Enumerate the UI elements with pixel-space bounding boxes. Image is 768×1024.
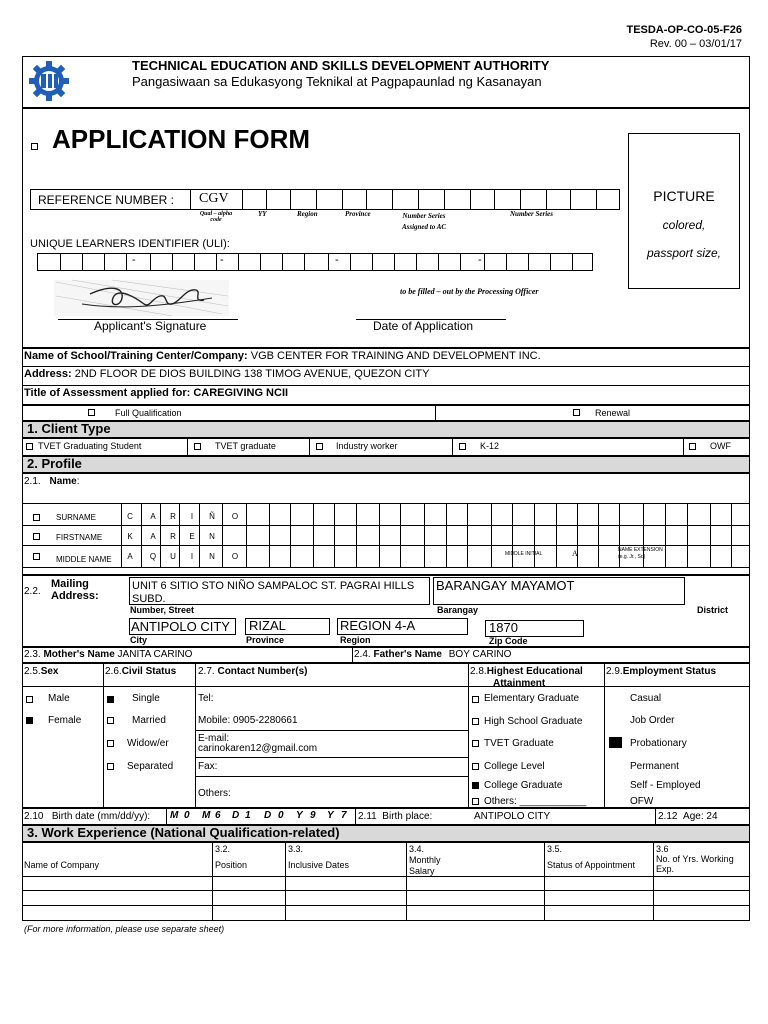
sex-male-label: Male: [48, 693, 70, 704]
reference-qual-code[interactable]: CGV: [199, 191, 229, 206]
emp-permanent-label: Permanent: [630, 761, 679, 772]
picture-note-passport: passport size,: [646, 246, 722, 260]
contact-num: 2.7.: [198, 666, 215, 677]
client-k12-label: K-12: [480, 441, 500, 451]
birth-date-char[interactable]: 6: [215, 810, 221, 821]
others-contact-label: Others:: [198, 788, 231, 799]
father-value[interactable]: BOY CARINO: [448, 649, 512, 660]
region-value[interactable]: REGION 4-A: [340, 618, 416, 633]
sex-female-label: Female: [48, 715, 82, 726]
revision-date: Rev. 00 – 03/01/17: [649, 38, 742, 50]
birth-date-row-label: [24, 812, 150, 822]
district-label: District: [697, 605, 729, 615]
father-num: 2.4.: [354, 649, 371, 660]
ref-sublabel-qual: Qual – alpha code: [199, 211, 233, 223]
street-value[interactable]: UNIT 6 SITIO STO NIÑO SAMPALOC ST. PAGRAI HILLS SUBD.: [132, 580, 415, 605]
uli-field: [37, 253, 593, 271]
work-col-years-num: 3.6: [656, 844, 669, 854]
father-label: Father's Name: [373, 649, 442, 660]
mother-num: 2.3.: [24, 649, 41, 660]
client-tvet-graduate-label: TVET graduate: [215, 441, 276, 451]
sex-male-checkbox[interactable]: [26, 696, 33, 703]
surname-label: SURNAME: [56, 513, 97, 522]
mother-label: Mother's Name: [43, 649, 115, 660]
client-industry-worker-checkbox[interactable]: [316, 443, 323, 450]
civil-status-num: 2.6.: [105, 666, 122, 677]
agency-tagalog-name: Pangasiwaan sa Edukasyong Teknikal at Pagpapaunlad ng Kasanayan: [132, 74, 542, 89]
employment-label: Employment Status: [622, 666, 717, 677]
school-label: Name of School/Training Center/Company:: [24, 350, 248, 362]
birth-date-char[interactable]: D: [264, 810, 272, 821]
name-colon: :: [76, 476, 80, 487]
middlename-label: MIDDLE NAME: [56, 555, 112, 564]
ref-sublabel-yy: YY: [258, 210, 267, 218]
emp-job-order-label: Job Order: [630, 715, 675, 726]
civil-widow-label: Widow/er: [127, 738, 169, 749]
middlename-letter[interactable]: Q: [149, 552, 157, 561]
firstname-letter[interactable]: A: [150, 532, 156, 541]
applicant-signature-label: Applicant's Signature: [94, 319, 207, 333]
document-code: TESDA-OP-CO-05-F26: [626, 24, 742, 36]
surname-letter[interactable]: A: [150, 512, 156, 521]
age-value[interactable]: 24: [706, 811, 718, 822]
date-of-application-label: Date of Application: [373, 319, 474, 333]
uli-dash: -: [335, 254, 339, 266]
ref-sublabel-number-series-ac: Number Series Assigned to AC: [401, 212, 447, 231]
name-extension-hint: (e.g. Jr., Sr.): [618, 554, 646, 560]
birth-date-char[interactable]: 7: [341, 810, 347, 821]
work-col-status: Status of Appointment: [547, 860, 636, 870]
emp-probationary-label: Probationary: [630, 738, 687, 749]
renewal-label: Renewal: [595, 408, 631, 418]
assessment-label: Title of Assessment applied for:: [24, 387, 191, 399]
sex-num: 2.5.: [24, 666, 41, 677]
middlename-letter[interactable]: I: [190, 552, 194, 561]
zip-value[interactable]: 1870: [489, 620, 518, 635]
name-extension-label: NAME EXTENSION: [618, 547, 663, 553]
name-row-label: [24, 477, 80, 487]
client-tvet-graduate-checkbox[interactable]: [194, 443, 201, 450]
emp-self-employed-label: Self - Employed: [630, 780, 701, 791]
work-experience-header: 3. Work Experience (National Qualification-related): [27, 825, 340, 840]
renewal-checkbox[interactable]: [573, 409, 580, 416]
edu-college-level-checkbox[interactable]: [472, 763, 479, 770]
picture-box: [628, 133, 740, 289]
full-qualification-checkbox[interactable]: [88, 409, 95, 416]
agency-name: TECHNICAL EDUCATION AND SKILLS DEVELOPMENT AUTHORITY: [132, 58, 550, 73]
work-col-company: Name of Company: [24, 860, 100, 870]
edu-others-label: Others: ____________: [484, 796, 587, 807]
firstname-letter[interactable]: E: [189, 532, 195, 541]
education-num: 2.8.: [470, 666, 487, 677]
work-col-salary-num: 3.4.: [409, 844, 425, 854]
age-row: [658, 812, 718, 822]
civil-status-label: Civil Status: [121, 666, 177, 677]
birth-date-char[interactable]: 0: [278, 810, 284, 821]
work-col-status-num: 3.5.: [547, 844, 563, 854]
surname-letter[interactable]: C: [127, 512, 133, 521]
reference-number-label: REFERENCE NUMBER :: [38, 193, 175, 207]
middlename-letter[interactable]: U: [170, 552, 176, 561]
client-owf-label: OWF: [710, 441, 731, 451]
tesda-gear-logo-icon: [28, 60, 70, 102]
birth-date-char[interactable]: 9: [310, 810, 316, 821]
province-label: Province: [246, 635, 285, 645]
address-row: [24, 369, 429, 380]
uli-dash: -: [478, 254, 482, 266]
mailing-num: 2.2.: [24, 586, 41, 597]
work-col-position-num: 3.2.: [215, 844, 231, 854]
birth-date-char[interactable]: M: [170, 810, 179, 821]
birth-place-value[interactable]: ANTIPOLO CITY: [474, 811, 551, 822]
firstname-letter[interactable]: R: [170, 532, 176, 541]
zip-label: Zip Code: [489, 636, 528, 646]
edu-college-graduate-label: College Graduate: [484, 780, 563, 791]
middlename-checkbox[interactable]: [33, 553, 40, 560]
barangay-label: Barangay: [437, 605, 479, 615]
father-row: [354, 650, 511, 660]
work-col-dates-num: 3.3.: [288, 844, 304, 854]
assessment-value[interactable]: CAREGIVING NCII: [193, 387, 289, 399]
client-k12-checkbox[interactable]: [459, 443, 466, 450]
form-title: APPLICATION FORM: [52, 124, 311, 154]
mailing-label-2: Address:: [51, 590, 99, 602]
uli-dash: -: [132, 254, 136, 266]
middle-initial-label: MIDDLE INITIAL: [505, 551, 543, 557]
age-num: 2.12: [658, 811, 678, 822]
middlename-letter[interactable]: O: [231, 552, 239, 561]
surname-letter[interactable]: Ñ: [209, 512, 215, 521]
birth-date-char[interactable]: 0: [184, 810, 190, 821]
picture-note-colored: colored,: [662, 218, 706, 232]
firstname-checkbox[interactable]: [33, 533, 40, 540]
birth-num: 2.10: [24, 811, 44, 822]
client-tvet-graduating-label: TVET Graduating Student: [38, 441, 142, 451]
email-label: E-mail:: [198, 733, 230, 744]
address-label: Address:: [24, 368, 72, 380]
civil-widow-checkbox[interactable]: [107, 740, 114, 747]
applicant-signature-image: [52, 276, 232, 320]
birth-place-label: Birth place:: [382, 811, 433, 822]
tel-label: Tel:: [198, 693, 214, 704]
surname-checkbox[interactable]: [33, 514, 40, 521]
edu-highschool-checkbox[interactable]: [472, 718, 479, 725]
mailing-label: Mailing: [51, 578, 89, 590]
mobile-value[interactable]: 0905-2280661: [233, 715, 298, 726]
emp-ofw-label: OFW: [630, 796, 654, 807]
surname-letter[interactable]: I: [190, 512, 194, 521]
full-qualification-label: Full Qualification: [115, 408, 182, 418]
mobile-label: Mobile:: [198, 715, 231, 726]
contact-label: Contact Number(s): [217, 666, 308, 677]
province-value[interactable]: RIZAL: [249, 618, 286, 633]
edu-elementary-label: Elementary Graduate: [484, 693, 580, 704]
email-value[interactable]: carinokaren12@gmail.com: [198, 743, 318, 754]
client-type-header: 1. Client Type: [27, 421, 111, 436]
civil-separated-checkbox[interactable]: [107, 763, 114, 770]
mother-value[interactable]: JANITA CARINO: [117, 649, 193, 660]
mobile-row[interactable]: [198, 716, 298, 726]
uli-dash: -: [220, 254, 224, 266]
sex-label: Sex: [40, 666, 59, 677]
firstname-letter[interactable]: N: [209, 532, 215, 541]
firstname-letter[interactable]: K: [127, 532, 133, 541]
civil-separated-label: Separated: [127, 761, 174, 772]
civil-status-header: [105, 667, 176, 677]
client-owf-checkbox[interactable]: [689, 443, 696, 450]
name-label: Name: [49, 476, 77, 487]
birth-date-char[interactable]: Y: [296, 810, 303, 821]
edu-college-level-label: College Level: [484, 761, 545, 772]
processing-officer-note: to be filled – out by the Processing Officer: [400, 287, 539, 296]
civil-single-checkbox[interactable]: [107, 696, 114, 703]
street-label: Number, Street: [130, 605, 195, 615]
region-label: Region: [340, 635, 371, 645]
middlename-letter[interactable]: A: [127, 552, 133, 561]
footnote: (For more information, please use separate sheet): [24, 924, 225, 934]
civil-married-label: Married: [132, 715, 166, 726]
client-industry-worker-label: Industry worker: [336, 441, 398, 451]
client-tvet-graduating-checkbox[interactable]: [26, 443, 33, 450]
education-label-2: Attainment: [493, 678, 546, 689]
birth-date-char[interactable]: M: [202, 810, 211, 821]
contact-header: [198, 667, 307, 677]
ref-sublabel-province: Province: [345, 210, 371, 218]
school-row: [24, 351, 541, 362]
emp-casual-label: Casual: [630, 693, 662, 704]
birth-date-char[interactable]: D: [232, 810, 240, 821]
name-num: 2.1.: [24, 476, 41, 487]
work-experience-table: [22, 842, 750, 921]
work-col-years: No. of Yrs. Working Exp.: [656, 854, 734, 874]
civil-married-checkbox[interactable]: [107, 717, 114, 724]
edu-highschool-label: High School Graduate: [484, 716, 583, 727]
picture-label: PICTURE: [653, 188, 715, 204]
birth-date-char[interactable]: 1: [245, 810, 251, 821]
assessment-row: [24, 388, 288, 399]
middlename-letter[interactable]: N: [209, 552, 215, 561]
employment-num: 2.9.: [606, 666, 623, 677]
civil-single-label: Single: [132, 693, 160, 704]
ref-sublabel-region: Region: [297, 210, 318, 218]
surname-letter[interactable]: R: [170, 512, 176, 521]
firstname-label: FIRSTNAME: [56, 533, 103, 542]
education-header: [470, 667, 583, 677]
edu-college-graduate-checkbox[interactable]: [472, 782, 479, 789]
profile-header: 2. Profile: [27, 456, 82, 471]
work-col-dates: Inclusive Dates: [288, 860, 350, 870]
fax-label: Fax:: [198, 761, 218, 772]
uli-label: UNIQUE LEARNERS IDENTIFIER (ULI):: [30, 238, 230, 250]
education-label: Highest Educational: [486, 666, 583, 677]
birth-date-label: Birth date (mm/dd/yy):: [51, 811, 151, 822]
work-col-salary: Monthly Salary: [409, 855, 441, 876]
edu-elementary-checkbox[interactable]: [472, 696, 479, 703]
city-label: City: [130, 635, 148, 645]
sex-header: [24, 667, 58, 677]
school-value[interactable]: VGB CENTER FOR TRAINING AND DEVELOPMENT INC.: [250, 350, 541, 362]
edu-tvet-checkbox[interactable]: [472, 740, 479, 747]
birth-date-char[interactable]: Y: [327, 810, 334, 821]
employment-header: [606, 667, 716, 677]
birth-place-num: 2.11: [358, 811, 377, 822]
surname-letter[interactable]: O: [231, 512, 239, 521]
birth-place-row-label: [358, 812, 432, 822]
city-value[interactable]: ANTIPOLO CITY: [131, 619, 230, 634]
barangay-value[interactable]: BARANGAY MAYAMOT: [436, 578, 575, 593]
sex-female-checkbox[interactable]: [26, 717, 33, 724]
mother-row: [24, 650, 192, 660]
edu-others-checkbox[interactable]: [472, 798, 479, 805]
address-value[interactable]: 2ND FLOOR DE DIOS BUILDING 138 TIMOG AVENUE, QUEZON CITY: [74, 368, 430, 380]
form-title-checkbox[interactable]: [31, 143, 38, 150]
middle-initial-value[interactable]: A: [572, 549, 578, 558]
emp-probationary-checkbox[interactable]: [609, 737, 622, 748]
edu-tvet-label: TVET Graduate: [484, 738, 554, 749]
age-label: Age:: [683, 811, 704, 822]
work-col-position: Position: [215, 860, 248, 870]
ref-sublabel-number-series: Number Series: [510, 210, 553, 218]
